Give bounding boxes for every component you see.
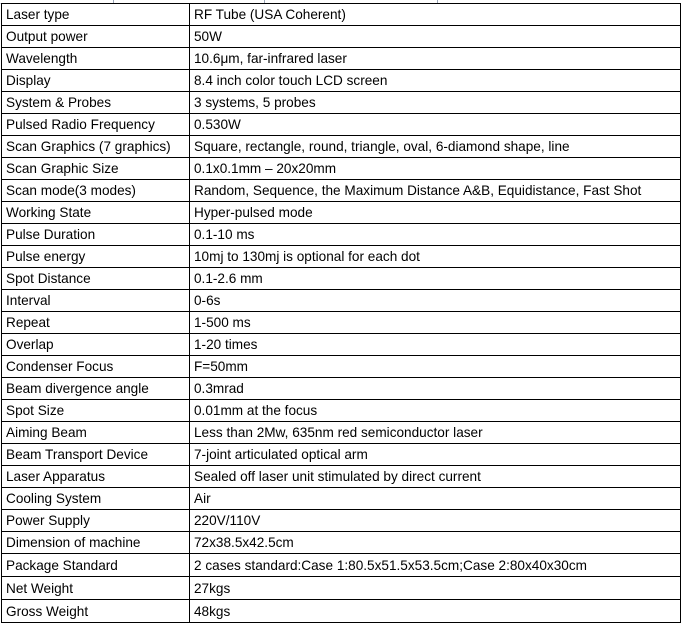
- spec-value-cell[interactable]: 10mj to 130mj is optional for each dot: [190, 246, 681, 268]
- spec-value-cell[interactable]: F=50mm: [190, 356, 681, 378]
- spec-value-cell[interactable]: 2 cases standard:Case 1:80.5x51.5x53.5cm;Case 2:80x40x30cm: [190, 554, 681, 577]
- table-row: [2, 48, 681, 70]
- spec-value-cell[interactable]: 10.6μm, far-infrared laser: [190, 48, 681, 70]
- spec-label-cell[interactable]: Scan Graphic Size: [2, 158, 190, 180]
- spec-label-cell[interactable]: Spot Distance: [2, 268, 190, 290]
- table-row: [2, 202, 681, 224]
- spec-label-cell[interactable]: Display: [2, 70, 190, 92]
- spec-value-cell[interactable]: 0.1-10 ms: [190, 224, 681, 246]
- table-row: [2, 577, 681, 600]
- table-row: [2, 554, 681, 577]
- table-row: [2, 158, 681, 180]
- spec-value-cell[interactable]: 8.4 inch color touch LCD screen: [190, 70, 681, 92]
- table-row: [2, 334, 681, 356]
- table-row: [2, 488, 681, 510]
- table-row: [2, 180, 681, 202]
- specification-table: [1, 3, 681, 623]
- spec-value-cell[interactable]: Sealed off laser unit stimulated by direct current: [190, 466, 681, 488]
- spec-label-cell[interactable]: Working State: [2, 202, 190, 224]
- table-row: [2, 224, 681, 246]
- spec-label-cell[interactable]: Net Weight: [2, 577, 190, 600]
- spec-value-cell[interactable]: Square, rectangle, round, triangle, oval, 6-diamond shape, line: [190, 136, 681, 158]
- table-row: [2, 246, 681, 268]
- spec-label-cell[interactable]: Laser type: [2, 4, 190, 26]
- spec-label-cell[interactable]: Beam divergence angle: [2, 378, 190, 400]
- spec-value-cell[interactable]: 72x38.5x42.5cm: [190, 532, 681, 554]
- spec-label-cell[interactable]: Pulse Duration: [2, 224, 190, 246]
- spec-label-cell[interactable]: Package Standard: [2, 554, 190, 577]
- spec-label-cell[interactable]: System & Probes: [2, 92, 190, 114]
- table-row: [2, 268, 681, 290]
- spec-value-cell[interactable]: 0.1x0.1mm – 20x20mm: [190, 158, 681, 180]
- spec-label-cell[interactable]: Gross Weight: [2, 600, 190, 623]
- spec-value-cell[interactable]: 0.3mrad: [190, 378, 681, 400]
- spec-label-cell[interactable]: Wavelength: [2, 48, 190, 70]
- spec-label-cell[interactable]: Output power: [2, 26, 190, 48]
- spec-value-cell[interactable]: 48kgs: [190, 600, 681, 623]
- spec-value-cell[interactable]: 220V/110V: [190, 510, 681, 532]
- spec-label-cell[interactable]: Condenser Focus: [2, 356, 190, 378]
- table-row: [2, 4, 681, 26]
- spec-label-cell[interactable]: Beam Transport Device: [2, 444, 190, 466]
- spec-value-cell[interactable]: 0.01mm at the focus: [190, 400, 681, 422]
- table-row: [2, 290, 681, 312]
- spec-value-cell[interactable]: 0.1-2.6 mm: [190, 268, 681, 290]
- table-row: [2, 312, 681, 334]
- table-row: [2, 26, 681, 48]
- spec-value-cell[interactable]: 0.530W: [190, 114, 681, 136]
- spec-value-cell[interactable]: 7-joint articulated optical arm: [190, 444, 681, 466]
- spec-value-cell[interactable]: Air: [190, 488, 681, 510]
- spec-label-cell[interactable]: Scan Graphics (7 graphics): [2, 136, 190, 158]
- spec-label-cell[interactable]: Power Supply: [2, 510, 190, 532]
- spec-value-cell[interactable]: 3 systems, 5 probes: [190, 92, 681, 114]
- table-row: [2, 378, 681, 400]
- table-row: [2, 136, 681, 158]
- spec-label-cell[interactable]: Overlap: [2, 334, 190, 356]
- table-row: [2, 356, 681, 378]
- spec-value-cell[interactable]: 27kgs: [190, 577, 681, 600]
- spec-label-cell[interactable]: Pulsed Radio Frequency: [2, 114, 190, 136]
- table-row: [2, 532, 681, 554]
- table-row: [2, 444, 681, 466]
- spec-value-cell[interactable]: Less than 2Mw, 635nm red semiconductor laser: [190, 422, 681, 444]
- spec-label-cell[interactable]: Scan mode(3 modes): [2, 180, 190, 202]
- spec-value-cell[interactable]: 50W: [190, 26, 681, 48]
- table-row: [2, 600, 681, 623]
- table-row: [2, 70, 681, 92]
- spec-value-cell[interactable]: Random, Sequence, the Maximum Distance A&B, Equidistance, Fast Shot: [190, 180, 681, 202]
- spec-value-cell[interactable]: 1-500 ms: [190, 312, 681, 334]
- spec-value-cell[interactable]: 0-6s: [190, 290, 681, 312]
- spec-value-cell[interactable]: 1-20 times: [190, 334, 681, 356]
- spec-label-cell[interactable]: Repeat: [2, 312, 190, 334]
- table-row: [2, 466, 681, 488]
- table-row: [2, 114, 681, 136]
- spec-label-cell[interactable]: Dimension of machine: [2, 532, 190, 554]
- table-row: [2, 510, 681, 532]
- spec-value-cell[interactable]: Hyper-pulsed mode: [190, 202, 681, 224]
- spec-label-cell[interactable]: Laser Apparatus: [2, 466, 190, 488]
- table-row: [2, 422, 681, 444]
- spec-label-cell[interactable]: Cooling System: [2, 488, 190, 510]
- table-row: [2, 400, 681, 422]
- spec-value-cell[interactable]: RF Tube (USA Coherent): [190, 4, 681, 26]
- spec-label-cell[interactable]: Interval: [2, 290, 190, 312]
- spec-label-cell[interactable]: Spot Size: [2, 400, 190, 422]
- table-row: [2, 92, 681, 114]
- spec-label-cell[interactable]: Aiming Beam: [2, 422, 190, 444]
- spec-label-cell[interactable]: Pulse energy: [2, 246, 190, 268]
